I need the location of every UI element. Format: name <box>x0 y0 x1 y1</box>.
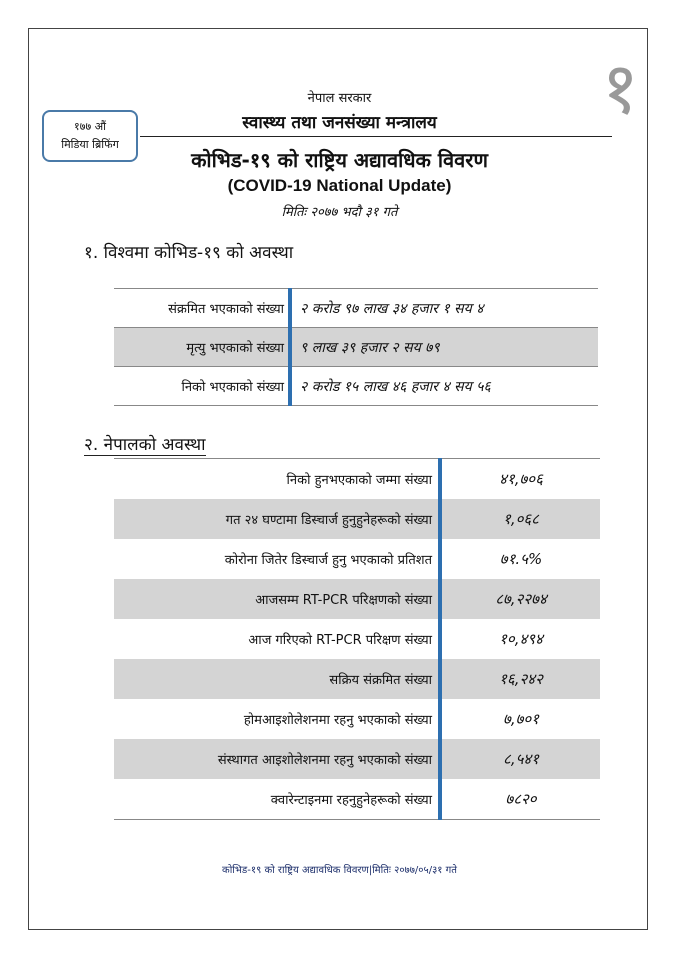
ministry-name: स्वास्थ्य तथा जनसंख्या मन्त्रालय <box>242 113 437 133</box>
table-row <box>114 739 600 779</box>
header-divider <box>140 136 612 137</box>
badge-number: १७७ औं <box>74 120 106 133</box>
page-number: १ <box>601 46 639 130</box>
table-row <box>114 539 600 579</box>
world-status-table <box>114 288 598 406</box>
row-value: ८,५४१ <box>440 739 600 779</box>
document-title-english: (COVID-19 National Update) <box>227 176 452 195</box>
document-title: कोभिड-१९ को राष्ट्रिय अद्यावधिक विवरण <box>191 148 488 172</box>
row-value: २ करोड १५ लाख ४६ हजार ४ सय ५६ <box>300 378 491 395</box>
page-footer: कोभिड-१९ को राष्ट्रिय अद्यावधिक विवरण|मितिः २०७७/०५/३१ गते <box>222 865 457 876</box>
table-row <box>114 328 598 367</box>
row-label: आज गरिएको RT-PCR परिक्षण संख्या <box>114 619 440 659</box>
table-row <box>114 579 600 619</box>
table-row <box>114 459 600 500</box>
table-row <box>114 619 600 659</box>
row-value: ९ लाख ३९ हजार २ सय ७९ <box>290 328 598 367</box>
row-label: संक्रमित भएकाको संख्या <box>114 289 290 328</box>
world-section-heading: १. विश्वमा कोभिड-१९ को अवस्था <box>84 243 294 263</box>
row-label: निको हुनभएकाको जम्मा संख्या <box>114 459 440 500</box>
row-value: २ करोड ९७ लाख ३४ हजार १ सय ४ <box>300 300 484 317</box>
row-value: ७,७०१ <box>503 710 539 728</box>
row-label: संस्थागत आइशोलेशनमा रहनु भएकाको संख्या <box>114 739 440 779</box>
government-name: नेपाल सरकार <box>307 91 372 106</box>
badge-label: मिडिया ब्रिफिंग <box>61 138 119 151</box>
row-label: क्वारेन्टाइनमा रहनुहुनेहरूको संख्या <box>114 779 440 820</box>
row-label: आजसम्म RT-PCR परिक्षणको संख्या <box>114 579 440 619</box>
row-value: ७१.५% <box>499 550 543 568</box>
table-row <box>114 367 598 406</box>
row-label: कोरोना जितेर डिस्चार्ज हुनु भएकाको प्रतिशत <box>114 539 440 579</box>
table-row <box>114 659 600 699</box>
row-label: होमआइशोलेशनमा रहनु भएकाको संख्या <box>114 699 440 739</box>
table-row <box>114 779 600 820</box>
table-row <box>114 699 600 739</box>
row-label: निको भएकाको संख्या <box>114 367 290 406</box>
nepal-status-table <box>114 458 600 820</box>
document-date: मितिः २०७७ भदौ ३१ गते <box>281 205 398 220</box>
row-value: ८७,२२७४ <box>440 579 600 619</box>
nepal-section-heading <box>84 432 206 455</box>
row-value: १०,४९४ <box>499 630 543 648</box>
row-value: ७८२० <box>505 790 537 808</box>
table-row <box>114 499 600 539</box>
row-value: ४१,७०६ <box>499 470 543 488</box>
table-row <box>114 289 598 328</box>
row-label: मृत्यु भएकाको संख्या <box>114 328 290 367</box>
row-value: १६,२४२ <box>440 659 600 699</box>
row-label: गत २४ घण्टामा डिस्चार्ज हुनुहुनेहरूको संख्या <box>114 499 440 539</box>
nepal-heading-text: २. नेपालको अवस्था <box>84 435 206 455</box>
row-label: सक्रिय संक्रमित संख्या <box>114 659 440 699</box>
row-value: १,०६८ <box>440 499 600 539</box>
